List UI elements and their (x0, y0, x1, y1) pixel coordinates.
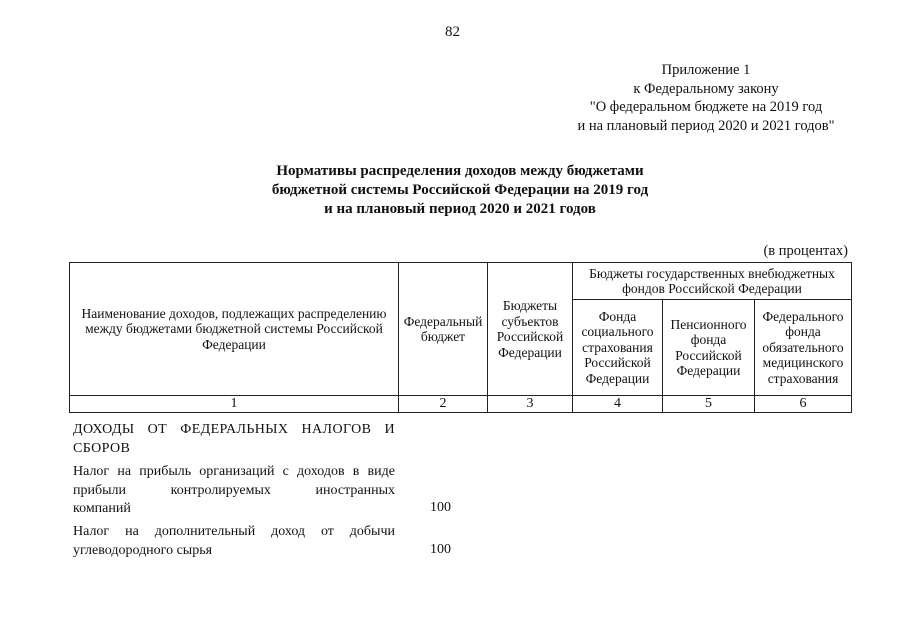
header-extrabudgetary-funds: Бюджеты государственных внебюджетных фондов Российской Федерации (573, 263, 852, 300)
column-number-6: 6 (755, 396, 852, 413)
income-row-2-line-2: углеводородного сырья (73, 542, 213, 558)
appendix-line-1: Приложение 1 (661, 62, 751, 78)
section-heading-line-1: ДОХОДЫ ОТ ФЕДЕРАЛЬНЫХ НАЛОГОВ И (73, 422, 395, 437)
document-title-line-3: и на плановый период 2020 и 2021 годов (324, 201, 596, 217)
header-subjects-budgets: Бюджеты субъектов Российской Федерации (488, 263, 573, 396)
header-medical-insurance-fund: Федерального фонда обязательного медицинского страхования (755, 300, 852, 396)
appendix-line-4: и на плановый период 2020 и 2021 годов" (577, 117, 835, 134)
page-number: 82 (445, 24, 460, 40)
income-row-1-line-1: Налог на прибыль организаций с доходов в виде (73, 464, 395, 479)
units-note: (в процентах) (763, 243, 848, 259)
column-number-5: 5 (663, 396, 755, 413)
appendix-line-3: "О федеральном бюджете на 2019 год (589, 99, 823, 115)
header-social-insurance-fund: Фонда социального страхования Российской Федерации (573, 300, 663, 396)
header-income-name: Наименование доходов, подлежащих распределению между бюджетами бюджетной системы Российской Федерации (70, 263, 399, 396)
header-federal-budget: Федеральный бюджет (399, 263, 488, 396)
document-title-line-1: Нормативы распределения доходов между бюджетами (276, 163, 644, 179)
income-row-1-line-3: компаний (73, 501, 131, 516)
document-title-line-2: бюджетной системы Российской Федерации на 2019 год (271, 182, 649, 198)
appendix-line-2: к Федеральному закону (633, 80, 779, 97)
section-heading-line-2: СБОРОВ (73, 440, 131, 456)
norms-table (69, 262, 852, 413)
income-row-2-federal-value: 100 (430, 541, 451, 557)
column-number-3: 3 (488, 396, 573, 413)
header-pension-fund: Пенсионного фонда Российской Федерации (663, 300, 755, 396)
column-number-1: 1 (70, 396, 399, 413)
income-row-1-federal-value: 100 (430, 500, 451, 515)
income-row-1-line-2: прибыли контролируемых иностранных (73, 482, 395, 498)
column-number-2: 2 (399, 396, 488, 413)
column-number-4: 4 (573, 396, 663, 413)
income-row-2-line-1: Налог на дополнительный доход от добычи (73, 524, 395, 539)
